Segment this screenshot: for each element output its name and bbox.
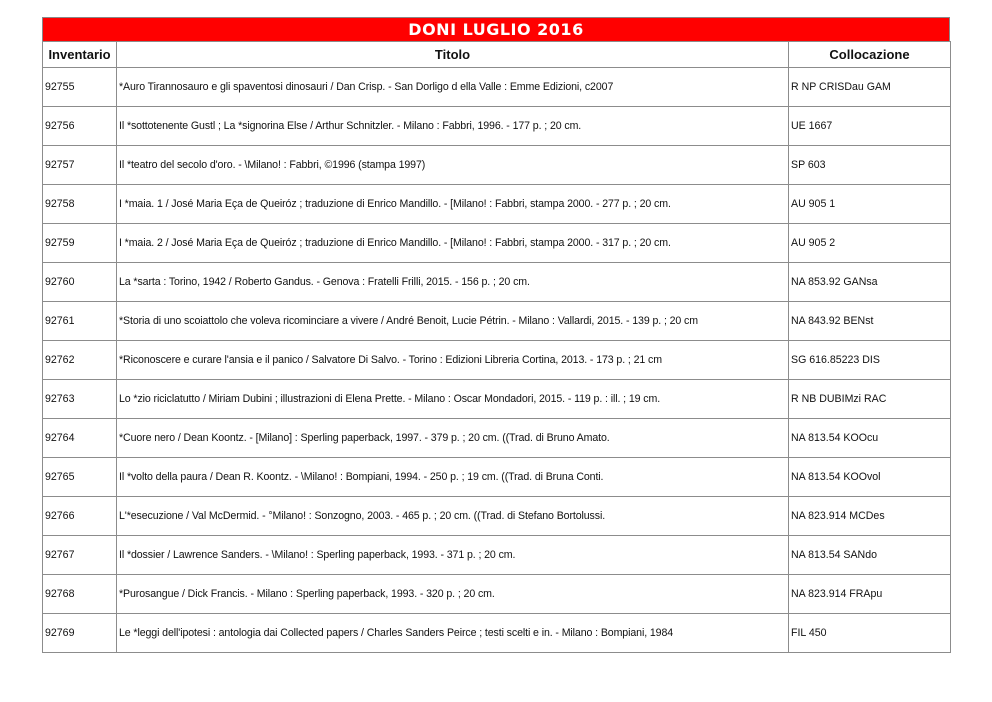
cell-inventario: 92762 — [43, 341, 117, 380]
table-row — [43, 263, 951, 302]
cell-inventario: 92760 — [43, 263, 117, 302]
table-row — [43, 224, 951, 263]
sheet-title: DONI LUGLIO 2016 — [42, 17, 950, 41]
column-header-collocazione: Collocazione — [789, 42, 951, 68]
cell-inventario: 92756 — [43, 107, 117, 146]
table-row — [43, 614, 951, 653]
cell-collocazione: SG 616.85223 DIS — [789, 341, 951, 380]
cell-titolo: I *maia. 1 / José Maria Eça de Queiróz ; traduzione di Enrico Mandillo. - [Milano! : Fabbri, stampa 2000. - 277 p. ; 20 cm. — [117, 185, 789, 224]
table-row — [43, 341, 951, 380]
donations-table — [42, 41, 951, 653]
cell-titolo: Il *volto della paura / Dean R. Koontz. - \Milano! : Bompiani, 1994. - 250 p. ; 19 cm. ((Trad. di Bruna Conti. — [117, 458, 789, 497]
cell-inventario: 92766 — [43, 497, 117, 536]
cell-titolo: *Riconoscere e curare l'ansia e il panico / Salvatore Di Salvo. - Torino : Edizioni Libreria Cortina, 2013. - 173 p. ; 21 cm — [117, 341, 789, 380]
cell-collocazione: AU 905 1 — [789, 185, 951, 224]
cell-collocazione: NA 843.92 BENst — [789, 302, 951, 341]
cell-inventario: 92757 — [43, 146, 117, 185]
cell-titolo: Il *dossier / Lawrence Sanders. - \Milano! : Sperling paperback, 1993. - 371 p. ; 20 cm. — [117, 536, 789, 575]
table-row — [43, 185, 951, 224]
cell-inventario: 92758 — [43, 185, 117, 224]
cell-collocazione: NA 853.92 GANsa — [789, 263, 951, 302]
cell-collocazione: UE 1667 — [789, 107, 951, 146]
cell-titolo: Le *leggi dell'ipotesi : antologia dai Collected papers / Charles Sanders Peirce ; testi scelti e in. - Milano : Bompiani, 1984 — [117, 614, 789, 653]
cell-titolo: *Cuore nero / Dean Koontz. - [Milano] : Sperling paperback, 1997. - 379 p. ; 20 cm. ((Trad. di Bruno Amato. — [117, 419, 789, 458]
cell-titolo: L'*esecuzione / Val McDermid. - °Milano! : Sonzogno, 2003. - 465 p. ; 20 cm. ((Trad. di Stefano Bortolussi. — [117, 497, 789, 536]
cell-collocazione: NA 813.54 KOOcu — [789, 419, 951, 458]
cell-titolo: Il *teatro del secolo d'oro. - \Milano! : Fabbri, ©1996 (stampa 1997) — [117, 146, 789, 185]
table-row — [43, 458, 951, 497]
table-row — [43, 146, 951, 185]
cell-inventario: 92759 — [43, 224, 117, 263]
cell-collocazione: R NP CRISDau GAM — [789, 68, 951, 107]
cell-inventario: 92767 — [43, 536, 117, 575]
cell-titolo: Il *sottotenente Gustl ; La *signorina Else / Arthur Schnitzler. - Milano : Fabbri, 1996. - 177 p. ; 20 cm. — [117, 107, 789, 146]
cell-inventario: 92765 — [43, 458, 117, 497]
cell-titolo: *Storia di uno scoiattolo che voleva ricominciare a vivere / André Benoit, Lucie Pétrin. - Milano : Vallardi, 2015. - 139 p. ; 20 cm — [117, 302, 789, 341]
table-row — [43, 68, 951, 107]
cell-titolo: I *maia. 2 / José Maria Eça de Queiróz ; traduzione di Enrico Mandillo. - [Milano! : Fabbri, stampa 2000. - 317 p. ; 20 cm. — [117, 224, 789, 263]
table-row — [43, 107, 951, 146]
cell-titolo: *Auro Tirannosauro e gli spaventosi dinosauri / Dan Crisp. - San Dorligo d ella Valle : Emme Edizioni, c2007 — [117, 68, 789, 107]
cell-collocazione: FIL 450 — [789, 614, 951, 653]
cell-collocazione: R NB DUBIMzi RAC — [789, 380, 951, 419]
cell-titolo: Lo *zio riciclatutto / Miriam Dubini ; illustrazioni di Elena Prette. - Milano : Oscar Mondadori, 2015. - 119 p. : ill. ; 19 cm. — [117, 380, 789, 419]
cell-collocazione: NA 813.54 SANdo — [789, 536, 951, 575]
table-row — [43, 302, 951, 341]
cell-inventario: 92755 — [43, 68, 117, 107]
table-row — [43, 419, 951, 458]
cell-titolo: *Purosangue / Dick Francis. - Milano : Sperling paperback, 1993. - 320 p. ; 20 cm. — [117, 575, 789, 614]
column-header-titolo: Titolo — [117, 42, 789, 68]
cell-collocazione: SP 603 — [789, 146, 951, 185]
cell-collocazione: NA 813.54 KOOvol — [789, 458, 951, 497]
table-row — [43, 380, 951, 419]
table-row — [43, 536, 951, 575]
cell-inventario: 92764 — [43, 419, 117, 458]
cell-inventario: 92768 — [43, 575, 117, 614]
cell-inventario: 92763 — [43, 380, 117, 419]
table-row — [43, 575, 951, 614]
cell-inventario: 92769 — [43, 614, 117, 653]
cell-collocazione: AU 905 2 — [789, 224, 951, 263]
cell-collocazione: NA 823.914 FRApu — [789, 575, 951, 614]
cell-inventario: 92761 — [43, 302, 117, 341]
column-header-inventario: Inventario — [43, 42, 117, 68]
donations-sheet — [42, 17, 950, 653]
cell-titolo: La *sarta : Torino, 1942 / Roberto Gandus. - Genova : Fratelli Frilli, 2015. - 156 p. ; 20 cm. — [117, 263, 789, 302]
table-row — [43, 497, 951, 536]
header-row — [43, 42, 951, 68]
cell-collocazione: NA 823.914 MCDes — [789, 497, 951, 536]
